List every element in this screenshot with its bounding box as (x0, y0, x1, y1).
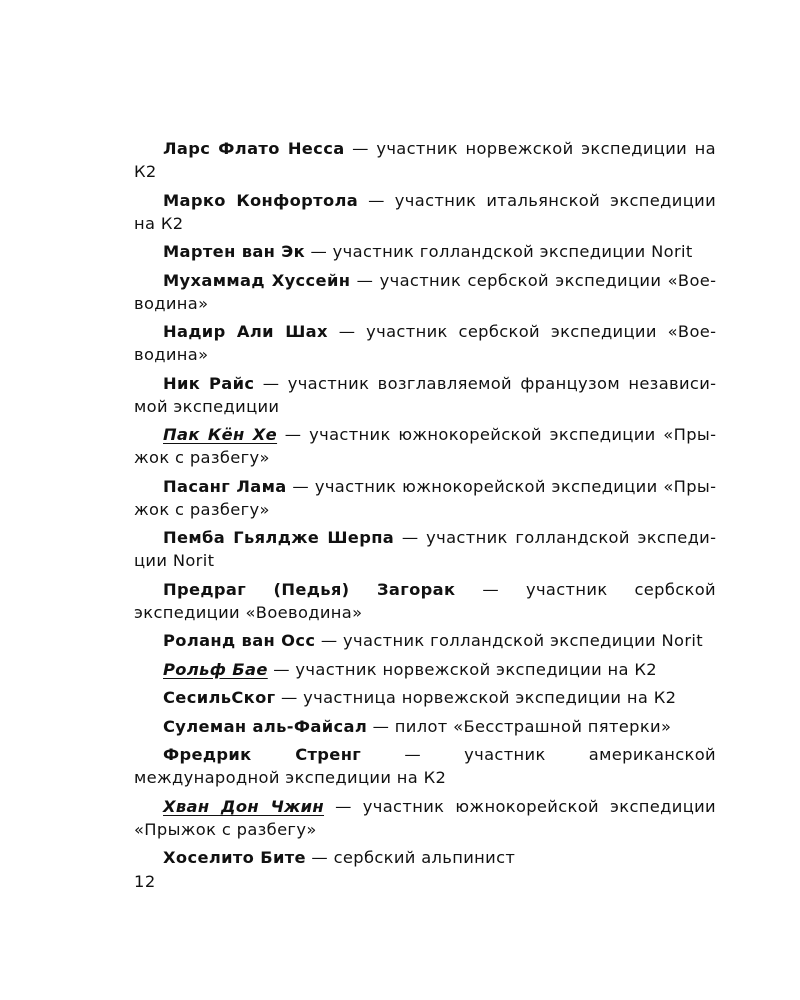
glossary-entry (134, 578, 716, 624)
entry-description: — участник сербской экспедиции «Воеводина» (134, 579, 716, 622)
entry-description: — участник голландской экспедиции Norit (134, 528, 716, 570)
entry-description: — участник американской международной экспедиции на К2 (134, 745, 716, 787)
glossary-entry (134, 658, 716, 681)
glossary-entry (134, 475, 716, 521)
glossary-entry (134, 629, 716, 652)
entry-name: Предраг (Педья) Загорак (163, 579, 456, 599)
entry-name: Пемба Гьялдже Шерпа (163, 528, 395, 547)
entry-description: — участник сербской экспедиции «Воеводина» (134, 322, 716, 364)
glossary-entry (134, 189, 716, 235)
entry-name: Хоселито Бите (163, 848, 306, 867)
glossary-entry (134, 423, 716, 469)
glossary-entry (134, 795, 716, 841)
entry-name: Фредрик Стренг (163, 745, 362, 764)
entry-description: — участник возглавляемой французом независимой экспедиции (134, 373, 717, 416)
glossary-entry (134, 743, 716, 789)
entry-name: Роланд ван Осс (163, 631, 316, 650)
entry-description: — участница норвежской экспедиции на К2 (275, 688, 677, 707)
entry-description: — участник южнокорейской экспедиции «Прыжок с разбегу» (134, 425, 716, 467)
entry-description: — пилот «Бесстрашной пятерки» (367, 716, 672, 736)
entry-name: Мухаммад Хуссейн (163, 270, 351, 290)
entry-description: — участник южнокорейской экспедиции «Прыжок с разбегу» (134, 796, 716, 839)
entry-description: — сербский альпинист (305, 848, 516, 867)
entry-description: — участник сербской экспедиции «Воеводина» (134, 270, 716, 313)
entry-description: — участник голландской экспедиции Norit (315, 631, 703, 650)
entry-name: СесильСког (163, 688, 276, 707)
entry-name: Надир Али Шах (163, 322, 328, 341)
entry-name-link[interactable]: Пак Кён Хе (163, 425, 278, 444)
entry-description: — участник норвежской экспедиции на К2 (134, 139, 716, 181)
glossary-entry (134, 269, 716, 315)
entry-name: Пасанг Лама (163, 476, 287, 496)
entry-description: — участник итальянской экспедиции на К2 (134, 190, 716, 233)
glossary-entry (134, 526, 716, 572)
glossary-entry (134, 240, 716, 263)
entry-description: — участник южнокорейской экспедиции «Прыжок с разбегу» (134, 476, 716, 519)
page-number: 12 (134, 872, 156, 891)
entry-name: Мартен ван Эк (163, 242, 305, 261)
entry-name: Марко Конфортола (163, 190, 359, 210)
glossary-entry (134, 846, 716, 869)
entry-description: — участник голландской экспедиции Norit (305, 242, 693, 261)
glossary-entries (134, 137, 716, 875)
entry-name: Ларс Флато Несса (163, 139, 345, 158)
entry-name-link[interactable]: Рольф Бае (163, 659, 268, 679)
glossary-entry (134, 686, 716, 709)
glossary-entry (134, 715, 716, 738)
glossary-entry (134, 137, 716, 183)
entry-description: — участник норвежской экспедиции на К2 (267, 659, 658, 679)
entry-name: Сулеман аль-Файсал (163, 716, 368, 736)
entry-name-link[interactable]: Хван Дон Чжин (163, 796, 325, 816)
entry-name: Ник Райс (163, 373, 255, 393)
glossary-entry (134, 320, 716, 366)
glossary-entry (134, 372, 716, 418)
